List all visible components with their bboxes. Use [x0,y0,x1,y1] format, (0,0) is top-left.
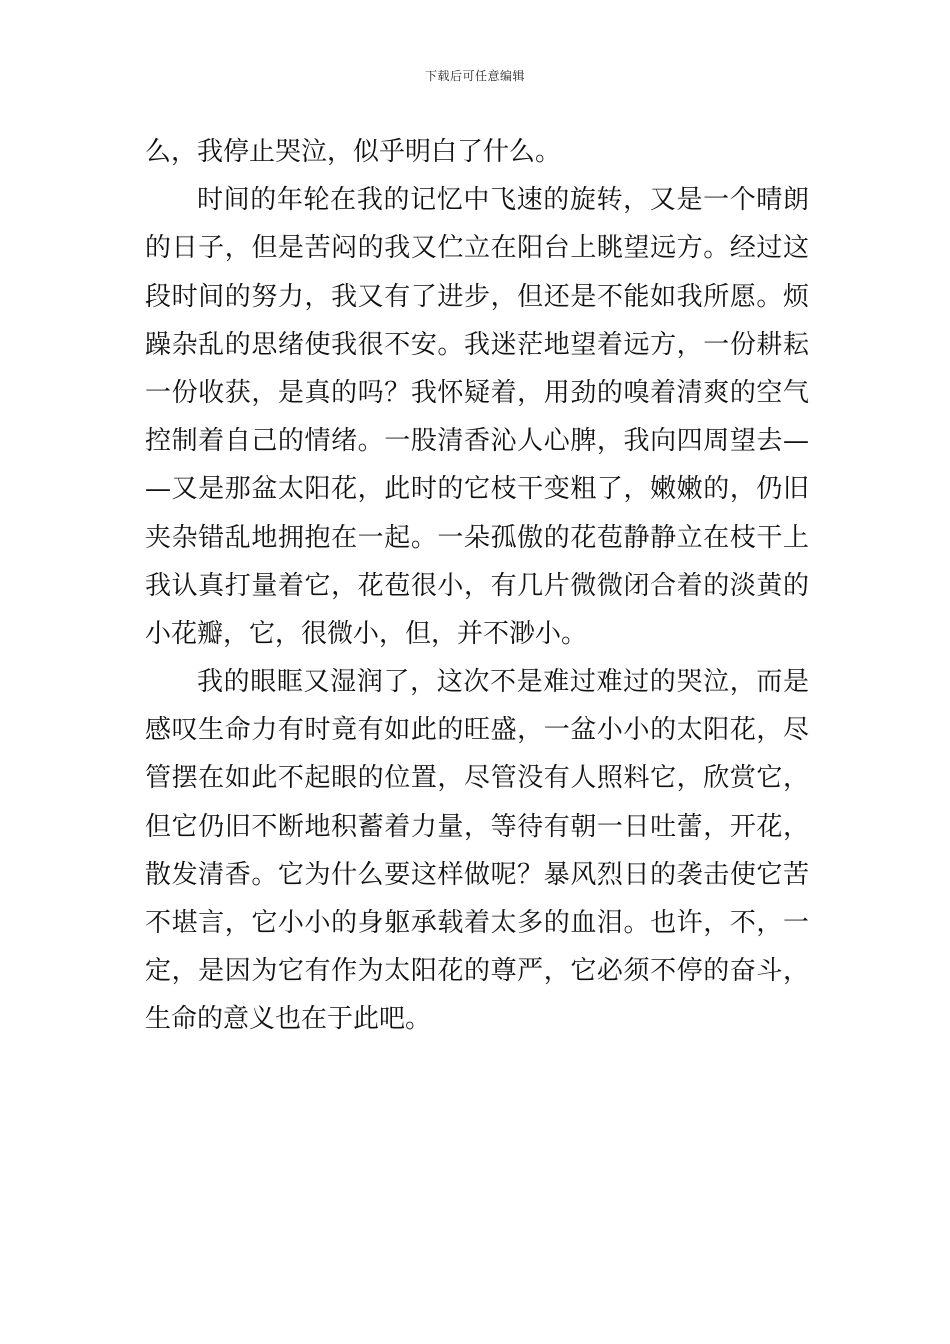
text-line: 生命的意义也在于此吧。 [145,1004,432,1035]
text-line: 控制着自己的情绪。一股清香沁人心脾，我向四周望去— [145,426,809,457]
page-header: 下载后可任意编辑 [424,69,525,83]
paragraph [145,658,809,1044]
text-line: 散发清香。它为什么要这样做呢？暴风烈日的袭击使它苦 [145,859,809,890]
text-line: 管摆在如此不起眼的位置，尽管没有人照料它，欣赏它， [145,763,809,794]
text-line: 但它仍旧不断地积蓄着力量，等待有朝一日吐蕾，开花， [145,811,809,842]
text-line: 我的眼眶又湿润了，这次不是难过难过的哭泣，而是 [197,667,809,698]
text-line: 感叹生命力有时竟有如此的旺盛，一盆小小的太阳花，尽 [145,715,809,746]
document-body [145,128,809,1044]
paragraph [145,128,809,176]
text-line: 躁杂乱的思绪使我很不安。我迷茫地望着远方，一份耕耘 [145,329,809,360]
text-line: 小花瓣，它，很微小，但，并不渺小。 [145,618,588,649]
text-line: 么，我停止哭泣，似乎明白了什么。 [145,137,562,167]
text-line: 夹杂错乱地拥抱在一起。一朵孤傲的花苞静静立在枝干上 [145,522,809,553]
text-line: 段时间的努力，我又有了进步，但还是不能如我所愿。烦 [145,281,809,312]
text-line: 的日子，但是苦闷的我又伫立在阳台上眺望远方。经过这 [145,233,809,264]
text-line: 一份收获，是真的吗？我怀疑着，用劲的嗅着清爽的空气 [145,377,809,408]
paragraph [145,176,809,658]
text-line: —又是那盆太阳花，此时的它枝干变粗了，嫩嫩的，仍旧 [145,474,809,505]
text-line: 不堪言，它小小的身躯承载着太多的血泪。也许，不，一 [145,908,809,938]
text-line: 时间的年轮在我的记忆中飞速的旋转，又是一个晴朗 [197,185,809,216]
text-line: 我认真打量着它，花苞很小，有几片微微闭合着的淡黄的 [145,570,809,601]
text-line: 定，是因为它有作为太阳花的尊严，它必须不停的奋斗， [145,956,809,987]
